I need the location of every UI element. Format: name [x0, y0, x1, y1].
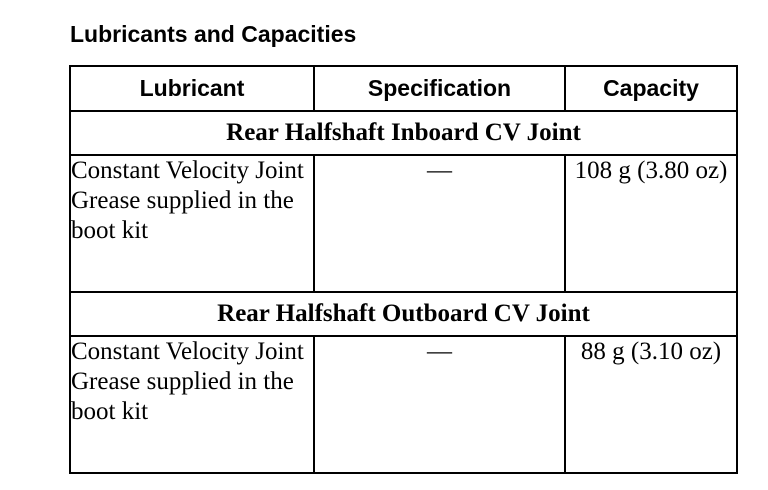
table-header-row — [70, 66, 737, 111]
lubricant-cell: Constant Velocity Joint Grease supplied in the boot kit — [70, 155, 314, 292]
table-row — [70, 155, 737, 292]
section-heading-outboard: Rear Halfshaft Outboard CV Joint — [70, 292, 737, 336]
lubricants-table — [69, 65, 738, 474]
section-row-inboard — [70, 111, 737, 155]
section-heading-inboard: Rear Halfshaft Inboard CV Joint — [70, 111, 737, 155]
column-header-lubricant: Lubricant — [70, 66, 314, 111]
column-header-capacity: Capacity — [565, 66, 737, 111]
lubricant-cell: Constant Velocity Joint Grease supplied in the boot kit — [70, 336, 314, 473]
column-header-specification: Specification — [314, 66, 565, 111]
specification-cell: — — [314, 155, 565, 292]
table-row — [70, 336, 737, 473]
section-row-outboard — [70, 292, 737, 336]
capacity-cell: 88 g (3.10 oz) — [565, 336, 737, 473]
specification-cell: — — [314, 336, 565, 473]
page-title: Lubricants and Capacities — [70, 21, 357, 47]
capacity-cell: 108 g (3.80 oz) — [565, 155, 737, 292]
